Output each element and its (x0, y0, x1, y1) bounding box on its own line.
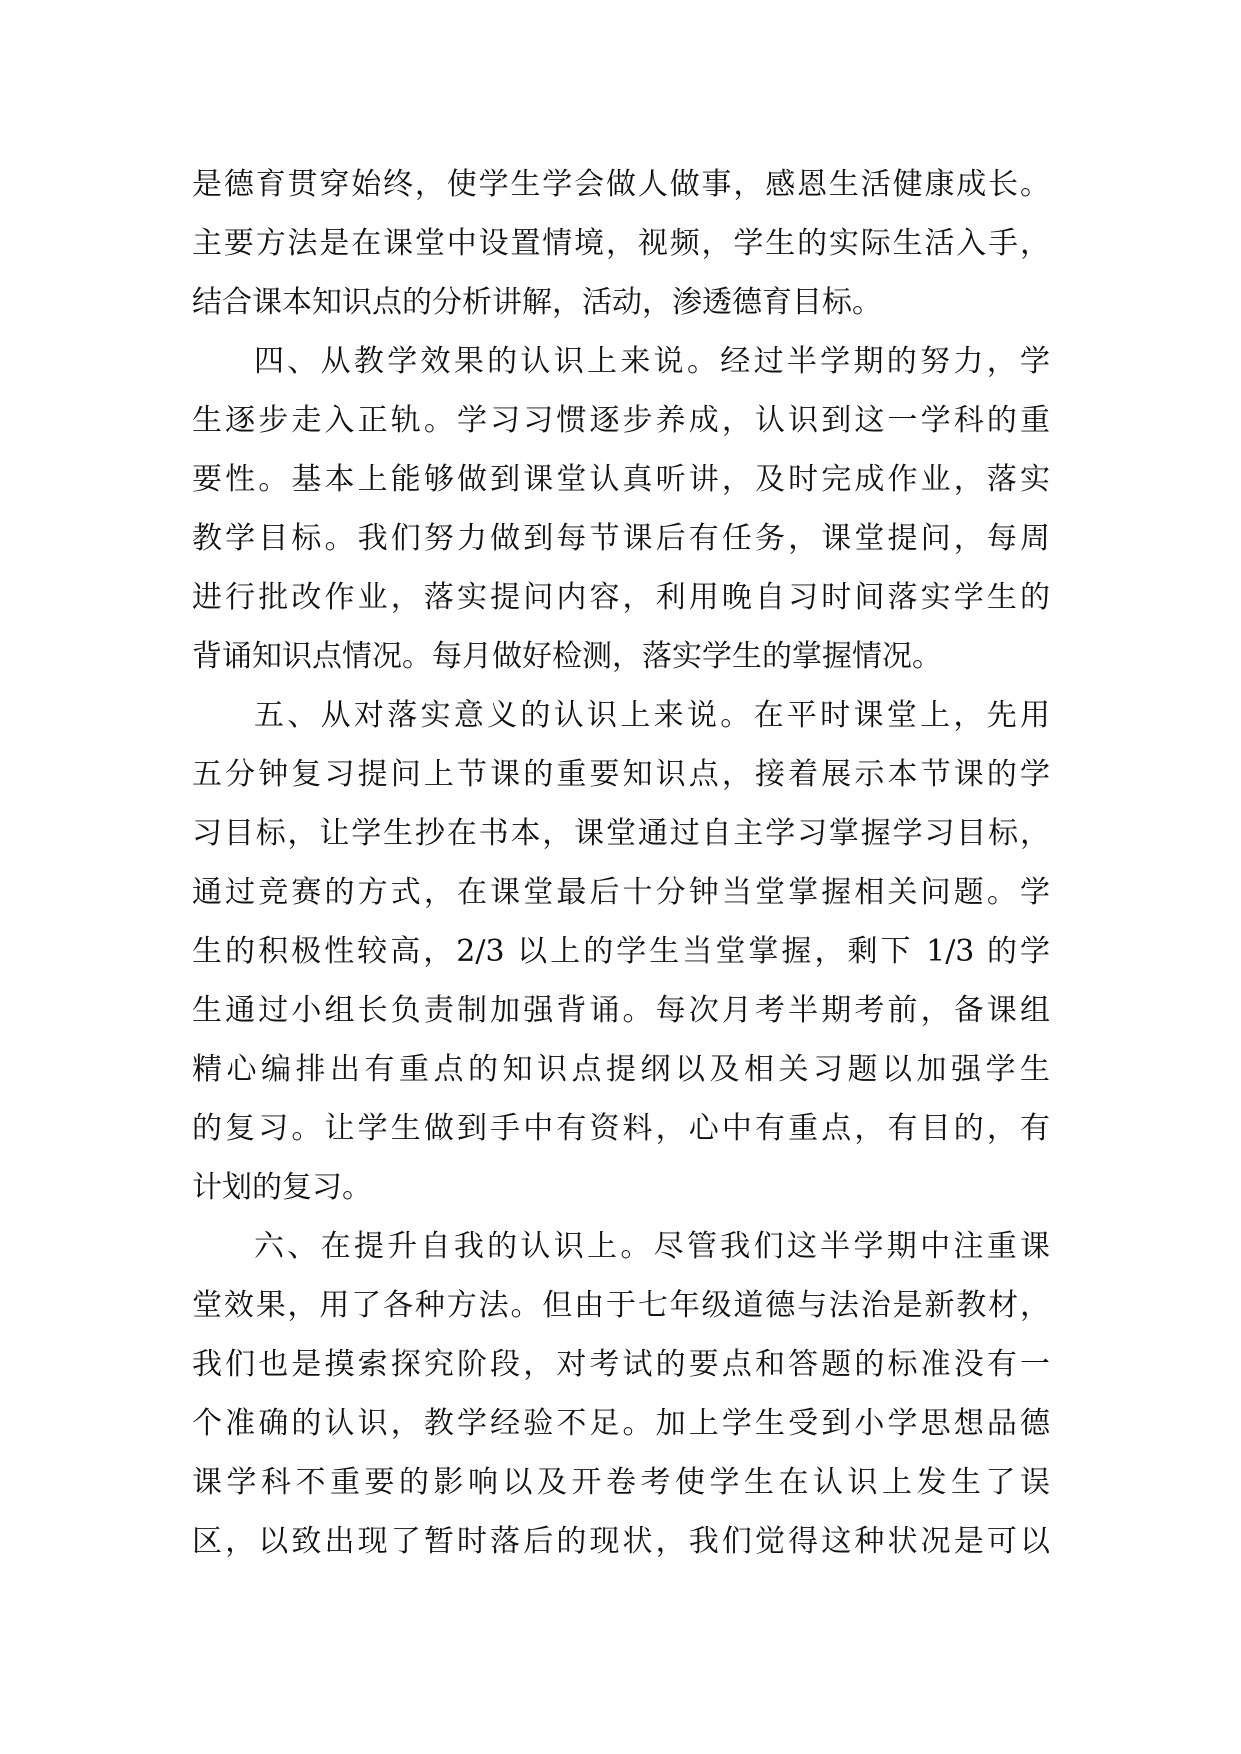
text-line: 个准确的认识，教学经验不足。加上学生受到小学思想品德 (192, 1406, 1050, 1441)
paragraph-start-line: 六、在提升自我的认识上。尽管我们这半学期中注重课 (254, 1229, 1050, 1264)
text-line: 精心编排出有重点的知识点提纲以及相关习题以加强学生 (192, 1052, 1050, 1087)
text-line: 我们也是摸索探究阶段，对考试的要点和答题的标准没有一 (192, 1347, 1050, 1382)
paragraph-start-line: 四、从教学效果的认识上来说。经过半学期的努力，学 (254, 344, 1050, 379)
text-line: 课学科不重要的影响以及开卷考使学生在认识上发生了误 (192, 1465, 1050, 1500)
text-line: 生通过小组长负责制加强背诵。每次月考半期考前，备课组 (192, 993, 1050, 1028)
text-line: 背诵知识点情况。每月做好检测，落实学生的掌握情况。 (192, 639, 942, 674)
text-line: 五分钟复习提问上节课的重要知识点，接着展示本节课的学 (192, 757, 1050, 792)
text-line: 计划的复习。 (192, 1170, 372, 1205)
text-line: 主要方法是在课堂中设置情境，视频，学生的实际生活入手， (192, 226, 1050, 261)
text-line: 生的积极性较高，2/3 以上的学生当堂掌握，剩下 1/3 的学 (192, 934, 1050, 969)
text-line: 生逐步走入正轨。学习习惯逐步养成，认识到这一学科的重 (192, 403, 1050, 438)
document-body (192, 155, 1050, 1571)
text-line: 区，以致出现了暂时落后的现状，我们觉得这种状况是可以 (192, 1524, 1050, 1559)
text-line: 习目标，让学生抄在书本，课堂通过自主学习掌握学习目标， (192, 816, 1050, 851)
text-line: 进行批改作业，落实提问内容，利用晚自习时间落实学生的 (192, 580, 1050, 615)
text-line: 堂效果，用了各种方法。但由于七年级道德与法治是新教材， (192, 1288, 1050, 1323)
paragraph-start-line: 五、从对落实意义的认识上来说。在平时课堂上，先用 (254, 698, 1050, 733)
text-line: 通过竞赛的方式，在课堂最后十分钟当堂掌握相关问题。学 (192, 875, 1050, 910)
text-line: 要性。基本上能够做到课堂认真听讲，及时完成作业，落实 (192, 462, 1050, 497)
text-line: 是德育贯穿始终，使学生学会做人做事，感恩生活健康成长。 (192, 167, 1050, 202)
text-line: 的复习。让学生做到手中有资料，心中有重点，有目的，有 (192, 1111, 1050, 1146)
text-line: 结合课本知识点的分析讲解，活动，渗透德育目标。 (192, 285, 882, 320)
text-line: 教学目标。我们努力做到每节课后有任务，课堂提问，每周 (192, 521, 1050, 556)
